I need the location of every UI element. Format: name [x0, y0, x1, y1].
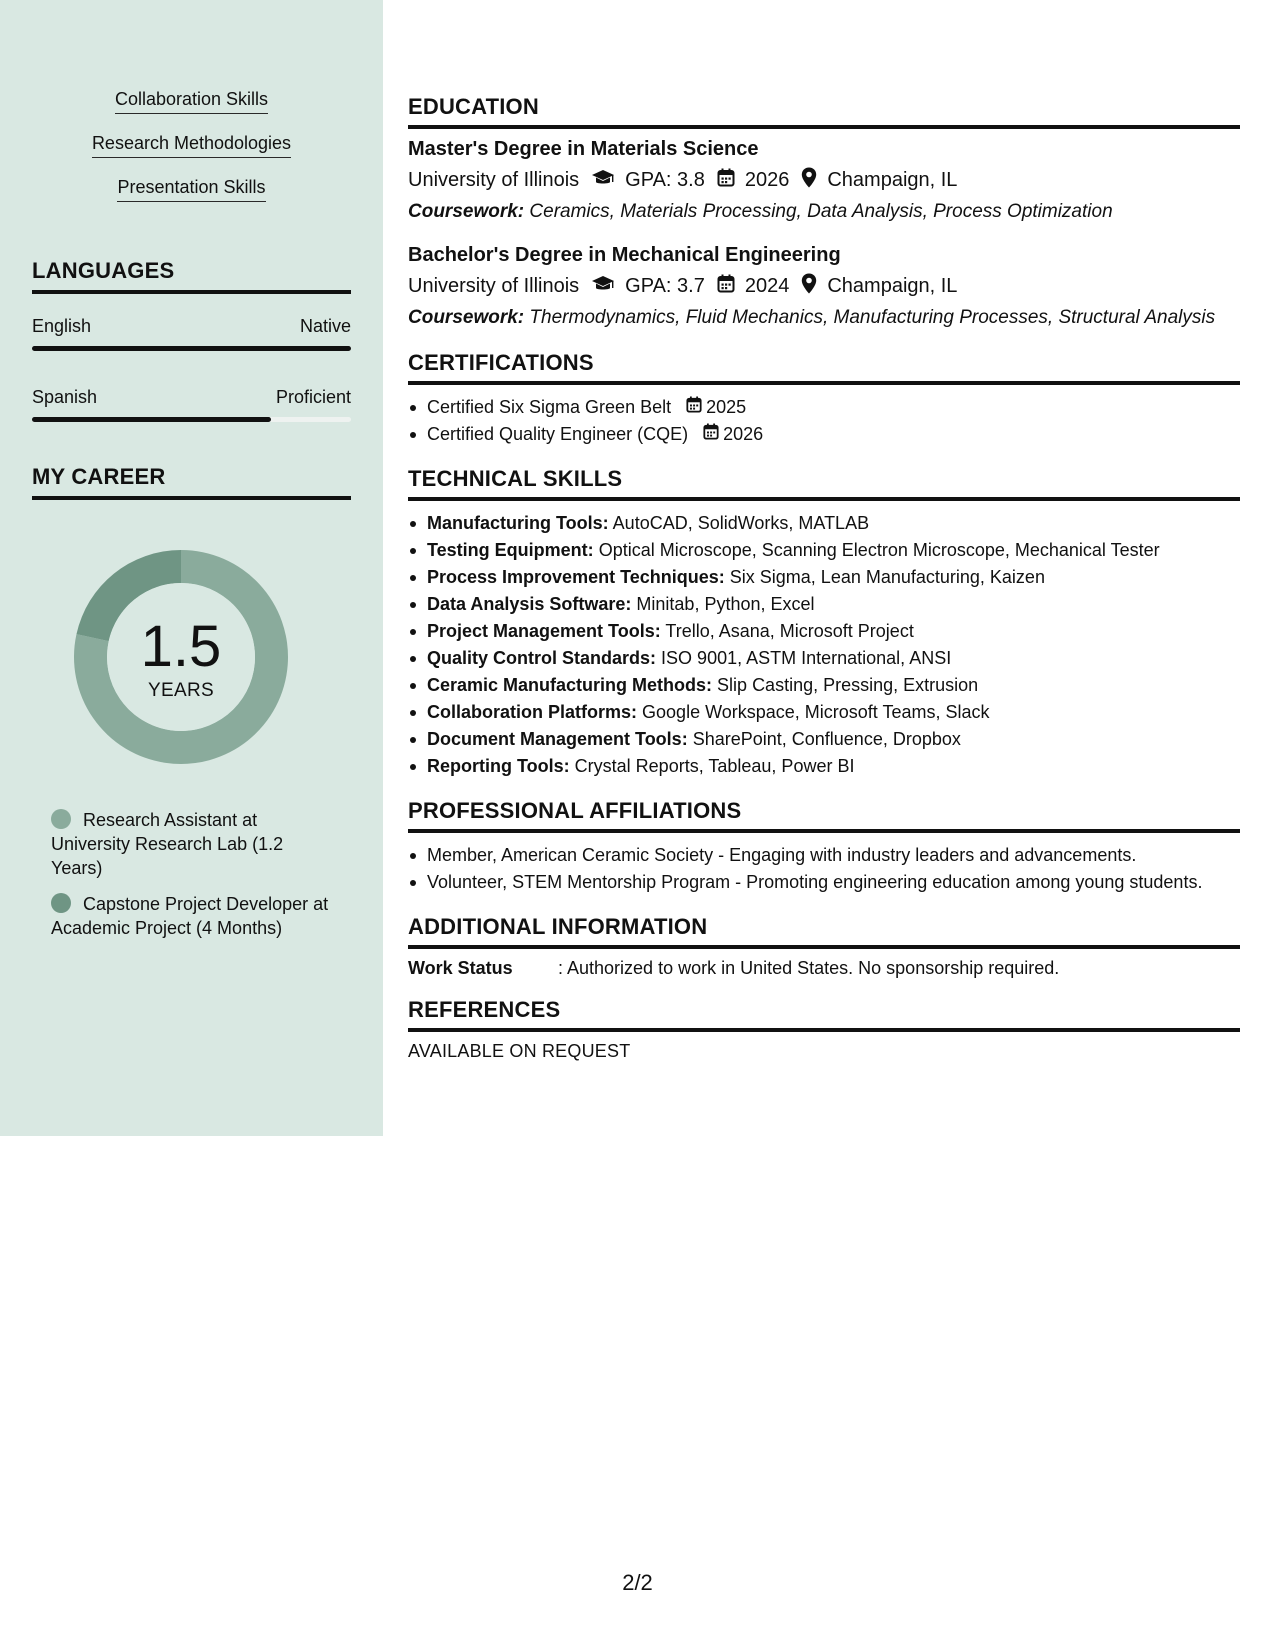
career-legend-label: Research Assistant at University Research Lab (1.2 Years) — [51, 810, 284, 878]
work-status-label: Work Status — [408, 958, 513, 978]
location-pin-icon — [801, 273, 817, 300]
skill-values: Minitab, Python, Excel — [636, 594, 815, 614]
skill-values: Crystal Reports, Tableau, Power BI — [574, 756, 855, 776]
language-proficiency-bar — [32, 346, 351, 351]
career-donut-center — [66, 542, 296, 772]
career-heading: MY CAREER — [32, 464, 351, 500]
education-meta — [408, 273, 1240, 300]
skill-category: Process Improvement Techniques: — [427, 567, 725, 587]
calendar-icon — [717, 274, 735, 299]
language-name: English — [32, 316, 92, 336]
certification-item — [408, 394, 1240, 421]
career-legend — [32, 808, 351, 940]
graduation-cap-icon — [591, 169, 615, 193]
location-pin-icon — [801, 167, 817, 194]
certification-item — [408, 421, 1240, 448]
school-name: University of Illinois — [408, 169, 580, 191]
skill-values: SharePoint, Confluence, Dropbox — [692, 729, 961, 749]
technical-skill-item — [408, 537, 1240, 564]
language-proficiency-bar — [32, 417, 351, 422]
career-legend-label: Capstone Project Developer at Academic Project (4 Months) — [51, 894, 329, 938]
school-location: Champaign, IL — [827, 169, 958, 191]
education-meta — [408, 167, 1240, 194]
language-level: Proficient — [275, 387, 351, 407]
skill-item: Research Methodologies — [92, 132, 291, 158]
skill-values: Slip Casting, Pressing, Extrusion — [717, 675, 979, 695]
technical-skills-section — [408, 466, 1240, 780]
coursework-label: Coursework: — [408, 201, 525, 222]
graduation-year: 2026 — [744, 169, 790, 191]
graduation-cap-icon — [591, 275, 615, 299]
technical-skill-item — [408, 618, 1240, 645]
degree-title: Master's Degree in Materials Science — [408, 138, 759, 160]
school-location: Champaign, IL — [827, 275, 958, 297]
skill-category: Reporting Tools: — [427, 756, 570, 776]
degree-title: Bachelor's Degree in Mechanical Engineering — [408, 244, 841, 266]
education-entry — [408, 138, 1240, 224]
education-heading: EDUCATION — [408, 94, 1240, 129]
skill-values: Six Sigma, Lean Manufacturing, Kaizen — [729, 567, 1045, 587]
language-row — [32, 387, 351, 408]
work-status-row — [408, 958, 1240, 979]
education-entry — [408, 244, 1240, 330]
certifications-section — [408, 350, 1240, 448]
skills-list — [32, 88, 351, 220]
education-section — [408, 94, 1240, 330]
skill-values: ISO 9001, ASTM International, ANSI — [661, 648, 952, 668]
languages-heading: LANGUAGES — [32, 258, 351, 294]
career-total-number: 1.5 — [140, 614, 222, 679]
coursework-list: Ceramics, Materials Processing, Data Analysis, Process Optimization — [529, 201, 1113, 222]
affiliations-list — [408, 842, 1240, 896]
affiliation-item: Volunteer, STEM Mentorship Program - Promoting engineering education among young students. — [408, 869, 1240, 896]
calendar-icon — [703, 421, 719, 448]
calendar-icon — [717, 168, 735, 193]
skill-category: Quality Control Standards: — [427, 648, 657, 668]
coursework-label: Coursework: — [408, 307, 525, 328]
affiliations-heading: PROFESSIONAL AFFILIATIONS — [408, 798, 1240, 833]
technical-skill-item — [408, 672, 1240, 699]
certification-name: Certified Quality Engineer (CQE) — [427, 424, 689, 444]
career-total-unit: YEARS — [148, 680, 214, 701]
language-proficiency-fill — [32, 346, 351, 351]
career-legend-item — [51, 892, 333, 940]
affiliation-item: Member, American Ceramic Society - Engaging with industry leaders and advancements. — [408, 842, 1240, 869]
school-name: University of Illinois — [408, 275, 580, 297]
technical-skill-item — [408, 699, 1240, 726]
skill-values: Google Workspace, Microsoft Teams, Slack — [642, 702, 990, 722]
legend-dot-icon — [51, 893, 71, 913]
skill-values: AutoCAD, SolidWorks, MATLAB — [612, 513, 870, 533]
skill-values: Optical Microscope, Scanning Electron Microscope, Mechanical Tester — [598, 540, 1160, 560]
coursework-list: Thermodynamics, Fluid Mechanics, Manufacturing Processes, Structural Analysis — [529, 307, 1216, 328]
technical-skill-item — [408, 753, 1240, 780]
certification-year: 2026 — [723, 424, 764, 444]
languages-section — [32, 258, 351, 422]
additional-info-heading: ADDITIONAL INFORMATION — [408, 914, 1240, 949]
gpa-value: GPA: 3.8 — [625, 169, 705, 191]
career-donut-chart — [66, 542, 296, 772]
skill-category: Ceramic Manufacturing Methods: — [427, 675, 713, 695]
skill-item: Presentation Skills — [117, 176, 265, 202]
skill-category: Data Analysis Software: — [427, 594, 632, 614]
skill-category: Project Management Tools: — [427, 621, 661, 641]
legend-dot-icon — [51, 809, 71, 829]
coursework — [408, 306, 1240, 330]
technical-skill-item — [408, 726, 1240, 753]
technical-skills-heading: TECHNICAL SKILLS — [408, 466, 1240, 501]
technical-skill-item — [408, 645, 1240, 672]
technical-skill-item — [408, 510, 1240, 537]
gpa-value: GPA: 3.7 — [625, 275, 705, 297]
main-content — [408, 94, 1240, 1080]
sidebar — [0, 0, 383, 1136]
additional-info-section — [408, 914, 1240, 979]
coursework — [408, 200, 1240, 224]
skill-category: Manufacturing Tools: — [427, 513, 609, 533]
graduation-year: 2024 — [744, 275, 790, 297]
certification-name: Certified Six Sigma Green Belt — [427, 397, 672, 417]
language-level: Native — [299, 316, 351, 336]
language-row — [32, 316, 351, 337]
skill-category: Testing Equipment: — [427, 540, 594, 560]
technical-skills-list — [408, 510, 1240, 780]
technical-skill-item — [408, 564, 1240, 591]
references-heading: REFERENCES — [408, 997, 1240, 1032]
skill-values: Trello, Asana, Microsoft Project — [665, 621, 914, 641]
technical-skill-item — [408, 591, 1240, 618]
skill-item: Collaboration Skills — [115, 88, 268, 114]
certifications-list — [408, 394, 1240, 448]
language-proficiency-fill — [32, 417, 271, 422]
page-number: 2/2 — [622, 1570, 653, 1595]
skill-category: Document Management Tools: — [427, 729, 688, 749]
skill-category: Collaboration Platforms: — [427, 702, 638, 722]
language-name: Spanish — [32, 387, 98, 407]
work-status-value: : Authorized to work in United States. No sponsorship required. — [558, 958, 1060, 978]
references-text: AVAILABLE ON REQUEST — [408, 1041, 631, 1061]
career-section — [32, 464, 351, 940]
calendar-icon — [686, 394, 702, 421]
certifications-heading: CERTIFICATIONS — [408, 350, 1240, 385]
certification-year: 2025 — [706, 397, 747, 417]
career-legend-item — [51, 808, 333, 880]
affiliations-section — [408, 798, 1240, 896]
references-section — [408, 997, 1240, 1062]
